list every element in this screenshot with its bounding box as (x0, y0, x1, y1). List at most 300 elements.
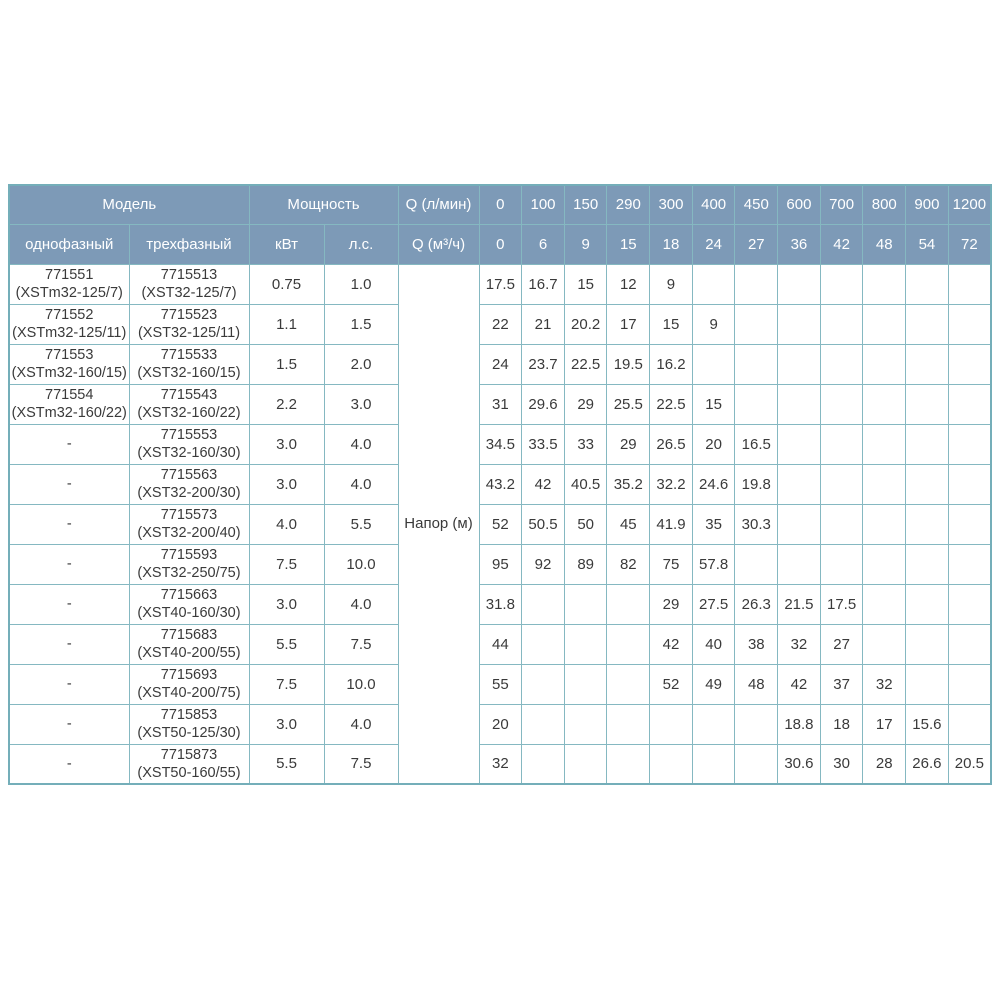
power-hp-value: 3.0 (324, 384, 398, 424)
flow-m3h-value: 72 (948, 224, 991, 264)
head-value: 15.6 (906, 704, 949, 744)
head-value: 20 (479, 704, 522, 744)
head-value (820, 344, 863, 384)
model-line: - (66, 676, 72, 692)
head-value: 30.6 (778, 744, 821, 784)
head-value (522, 704, 565, 744)
table-row (9, 504, 991, 544)
power-hp-value: 7.5 (324, 744, 398, 784)
three-phase-model (129, 544, 249, 584)
power-kw-value: 4.0 (249, 504, 324, 544)
head-value: 29.6 (522, 384, 565, 424)
head-value: 33.5 (522, 424, 565, 464)
table-row (9, 544, 991, 584)
head-value (820, 264, 863, 304)
power-kw-value: 5.5 (249, 624, 324, 664)
head-value: 41.9 (650, 504, 693, 544)
table-row (9, 704, 991, 744)
head-value: 82 (607, 544, 650, 584)
model-line: 7715543 (160, 387, 218, 403)
model-line: 7715873 (160, 746, 218, 763)
head-value (820, 424, 863, 464)
head-value (820, 544, 863, 584)
head-unit-label: Напор (м) (398, 264, 479, 784)
head-value (735, 264, 778, 304)
kw-header: кВт (249, 224, 324, 264)
head-value: 34.5 (479, 424, 522, 464)
power-kw-value: 3.0 (249, 424, 324, 464)
single-phase-model (9, 344, 129, 384)
single-phase-model (9, 464, 129, 504)
head-value (735, 384, 778, 424)
power-kw-value: 7.5 (249, 544, 324, 584)
head-value: 31 (479, 384, 522, 424)
flow-m3h-value: 42 (820, 224, 863, 264)
head-value: 12 (607, 264, 650, 304)
head-value (948, 464, 991, 504)
head-value (906, 344, 949, 384)
table-row (9, 304, 991, 344)
model-line: 7715693 (160, 667, 218, 683)
head-value: 20 (692, 424, 735, 464)
model-line: (XSTm32-125/7) (15, 285, 123, 301)
three-phase-model (129, 664, 249, 704)
single-phase-model (9, 264, 129, 304)
head-value: 42 (522, 464, 565, 504)
three-phase-model (129, 744, 249, 784)
header-row-flow-lmin (9, 185, 991, 224)
head-value: 55 (479, 664, 522, 704)
head-value: 32 (863, 664, 906, 704)
flow-lmin-value: 150 (564, 185, 607, 224)
flow-lmin-value: 900 (906, 185, 949, 224)
head-value (948, 504, 991, 544)
head-value (522, 584, 565, 624)
model-line: - (66, 516, 72, 532)
head-value (948, 664, 991, 704)
head-value: 26.5 (650, 424, 693, 464)
head-value: 44 (479, 624, 522, 664)
power-hp-value: 1.0 (324, 264, 398, 304)
head-value: 49 (692, 664, 735, 704)
flow-lmin-value: 290 (607, 185, 650, 224)
head-value: 15 (650, 304, 693, 344)
head-value: 30 (820, 744, 863, 784)
head-value (522, 664, 565, 704)
power-hp-value: 10.0 (324, 664, 398, 704)
head-value: 50 (564, 504, 607, 544)
head-value (607, 664, 650, 704)
head-value: 35 (692, 504, 735, 544)
model-line: (XST32-200/40) (137, 525, 241, 541)
head-value: 17.5 (479, 264, 522, 304)
flow-lmin-value: 450 (735, 185, 778, 224)
three-phase-model (129, 584, 249, 624)
flow-m3h-value: 18 (650, 224, 693, 264)
flow-m3h-value: 27 (735, 224, 778, 264)
model-line: 7715593 (160, 547, 218, 563)
three-phase-model (129, 344, 249, 384)
single-phase-model (9, 624, 129, 664)
head-value: 20.5 (948, 744, 991, 784)
head-value (906, 584, 949, 624)
model-line: (XST32-200/30) (137, 485, 241, 501)
three-phase-model (129, 424, 249, 464)
flow-lmin-value: 700 (820, 185, 863, 224)
head-value: 19.8 (735, 464, 778, 504)
power-hp-value: 1.5 (324, 304, 398, 344)
head-value (820, 384, 863, 424)
model-line: 7715553 (160, 427, 218, 443)
flow-m3h-value: 0 (479, 224, 522, 264)
head-value: 50.5 (522, 504, 565, 544)
head-value: 37 (820, 664, 863, 704)
head-value (778, 344, 821, 384)
model-line: - (66, 636, 72, 652)
head-value (948, 304, 991, 344)
head-value: 17 (863, 704, 906, 744)
model-line: (XST40-200/55) (137, 645, 241, 661)
head-value: 15 (564, 264, 607, 304)
three-phase-model (129, 504, 249, 544)
flow-lmin-value: 300 (650, 185, 693, 224)
flow-m3h-value: 6 (522, 224, 565, 264)
head-value (564, 624, 607, 664)
model-line: (XST50-160/55) (137, 764, 241, 781)
flow-lmin-value: 100 (522, 185, 565, 224)
single-phase-model (9, 704, 129, 744)
head-value (522, 624, 565, 664)
head-value (778, 384, 821, 424)
model-line: (XST40-160/30) (137, 605, 241, 621)
model-line: 771551 (45, 267, 94, 283)
head-value: 22 (479, 304, 522, 344)
head-value: 52 (479, 504, 522, 544)
model-line: (XST32-125/7) (141, 285, 237, 301)
table-row (9, 384, 991, 424)
head-value: 40 (692, 624, 735, 664)
power-hp-value: 4.0 (324, 464, 398, 504)
head-value: 42 (650, 624, 693, 664)
flow-lmin-value: 400 (692, 185, 735, 224)
head-value (906, 464, 949, 504)
three-phase-header: трехфазный (129, 224, 249, 264)
head-value (735, 744, 778, 784)
power-hp-value: 5.5 (324, 504, 398, 544)
table-row (9, 464, 991, 504)
head-value: 9 (692, 304, 735, 344)
head-value (564, 664, 607, 704)
head-value (564, 744, 607, 784)
model-line: (XST32-160/30) (137, 445, 241, 461)
head-value: 27.5 (692, 584, 735, 624)
head-value: 40.5 (564, 464, 607, 504)
head-value: 18.8 (778, 704, 821, 744)
flow-m3h-value: 48 (863, 224, 906, 264)
head-value: 15 (692, 384, 735, 424)
table-row (9, 424, 991, 464)
head-value: 32 (479, 744, 522, 784)
head-value (820, 304, 863, 344)
head-value: 27 (820, 624, 863, 664)
head-value: 17.5 (820, 584, 863, 624)
table-row (9, 344, 991, 384)
flow-m3h-value: 24 (692, 224, 735, 264)
three-phase-model (129, 264, 249, 304)
head-value: 16.5 (735, 424, 778, 464)
power-kw-value: 1.1 (249, 304, 324, 344)
q-m3h-header: Q (м³/ч) (398, 224, 479, 264)
model-line: (XST32-160/15) (137, 365, 241, 381)
head-value (863, 344, 906, 384)
head-value (906, 424, 949, 464)
model-line: - (66, 755, 72, 772)
power-hp-value: 2.0 (324, 344, 398, 384)
model-line: 7715683 (160, 627, 218, 643)
model-line: 7715513 (160, 267, 218, 283)
head-value: 57.8 (692, 544, 735, 584)
head-value: 24 (479, 344, 522, 384)
single-phase-model (9, 304, 129, 344)
single-phase-model (9, 424, 129, 464)
head-value: 31.8 (479, 584, 522, 624)
head-value (692, 344, 735, 384)
head-value (863, 624, 906, 664)
flow-m3h-value: 36 (778, 224, 821, 264)
model-group-header: Модель (9, 185, 249, 224)
model-line: - (66, 716, 72, 732)
head-value (820, 504, 863, 544)
three-phase-model (129, 384, 249, 424)
head-value (522, 744, 565, 784)
flow-m3h-value: 9 (564, 224, 607, 264)
head-value (948, 344, 991, 384)
head-value: 29 (564, 384, 607, 424)
head-value (778, 504, 821, 544)
single-phase-header: однофазный (9, 224, 129, 264)
single-phase-model (9, 384, 129, 424)
head-value (906, 544, 949, 584)
head-value (948, 384, 991, 424)
head-value: 92 (522, 544, 565, 584)
model-line: (XST32-125/11) (137, 325, 241, 341)
head-value (564, 584, 607, 624)
head-value (735, 304, 778, 344)
power-hp-value: 7.5 (324, 624, 398, 664)
head-value: 52 (650, 664, 693, 704)
model-line: - (66, 476, 72, 492)
head-value (863, 424, 906, 464)
head-value (906, 264, 949, 304)
head-value (650, 704, 693, 744)
power-kw-value: 3.0 (249, 584, 324, 624)
head-value (863, 304, 906, 344)
model-line: - (66, 556, 72, 572)
head-value: 32 (778, 624, 821, 664)
head-value (607, 624, 650, 664)
head-value: 29 (650, 584, 693, 624)
model-line: - (66, 436, 72, 452)
head-value: 26.6 (906, 744, 949, 784)
head-value: 25.5 (607, 384, 650, 424)
head-value (948, 264, 991, 304)
model-line: (XST32-160/22) (137, 405, 241, 421)
table-row (9, 744, 991, 784)
table-row (9, 584, 991, 624)
head-value (778, 304, 821, 344)
model-line: 771553 (45, 347, 94, 363)
head-value: 32.2 (650, 464, 693, 504)
head-value (735, 544, 778, 584)
head-value (650, 744, 693, 784)
single-phase-model (9, 744, 129, 784)
head-value (863, 384, 906, 424)
head-value: 24.6 (692, 464, 735, 504)
head-value: 89 (564, 544, 607, 584)
head-value: 30.3 (735, 504, 778, 544)
hp-header: л.с. (324, 224, 398, 264)
power-kw-value: 2.2 (249, 384, 324, 424)
table-row (9, 664, 991, 704)
head-value (948, 624, 991, 664)
flow-lmin-value: 600 (778, 185, 821, 224)
head-value (820, 464, 863, 504)
head-value: 21 (522, 304, 565, 344)
three-phase-model (129, 704, 249, 744)
table-body (9, 264, 991, 784)
head-value: 38 (735, 624, 778, 664)
power-kw-value: 3.0 (249, 464, 324, 504)
head-value (948, 584, 991, 624)
flow-m3h-value: 15 (607, 224, 650, 264)
head-value (778, 464, 821, 504)
head-value (906, 304, 949, 344)
q-lmin-header: Q (л/мин) (398, 185, 479, 224)
table-header (9, 185, 991, 264)
head-value: 20.2 (564, 304, 607, 344)
model-line: - (66, 596, 72, 612)
head-value (906, 384, 949, 424)
head-value (778, 544, 821, 584)
head-value: 18 (820, 704, 863, 744)
power-hp-value: 4.0 (324, 704, 398, 744)
pump-spec-table (8, 184, 992, 785)
head-value (607, 744, 650, 784)
head-value (692, 744, 735, 784)
head-value (863, 264, 906, 304)
head-value (692, 264, 735, 304)
head-value: 35.2 (607, 464, 650, 504)
head-value: 23.7 (522, 344, 565, 384)
model-line: 7715523 (160, 307, 218, 323)
head-value (607, 584, 650, 624)
three-phase-model (129, 304, 249, 344)
single-phase-model (9, 664, 129, 704)
head-value: 45 (607, 504, 650, 544)
head-value: 22.5 (650, 384, 693, 424)
head-value (906, 624, 949, 664)
head-value: 16.7 (522, 264, 565, 304)
power-hp-value: 4.0 (324, 424, 398, 464)
model-line: 7715853 (160, 707, 218, 723)
single-phase-model (9, 584, 129, 624)
head-value: 48 (735, 664, 778, 704)
single-phase-model (9, 504, 129, 544)
head-value (863, 504, 906, 544)
model-line: 7715573 (160, 507, 218, 523)
head-value: 95 (479, 544, 522, 584)
head-value: 29 (607, 424, 650, 464)
power-group-header: Мощность (249, 185, 398, 224)
model-line: (XST50-125/30) (137, 725, 241, 741)
power-hp-value: 4.0 (324, 584, 398, 624)
head-value (607, 704, 650, 744)
head-value (778, 424, 821, 464)
head-value (564, 704, 607, 744)
three-phase-model (129, 624, 249, 664)
head-value (735, 704, 778, 744)
table-row (9, 264, 991, 304)
head-value: 9 (650, 264, 693, 304)
head-value: 22.5 (564, 344, 607, 384)
head-value (948, 544, 991, 584)
head-value (863, 584, 906, 624)
model-line: 7715563 (160, 467, 218, 483)
flow-lmin-value: 800 (863, 185, 906, 224)
head-value: 26.3 (735, 584, 778, 624)
head-value (778, 264, 821, 304)
header-row-flow-m3h (9, 224, 991, 264)
power-kw-value: 1.5 (249, 344, 324, 384)
model-line: (XSTm32-160/22) (11, 405, 127, 421)
head-value (906, 504, 949, 544)
head-value (863, 544, 906, 584)
head-value: 75 (650, 544, 693, 584)
head-value: 42 (778, 664, 821, 704)
model-line: (XSTm32-160/15) (11, 365, 127, 381)
head-value (692, 704, 735, 744)
head-value: 19.5 (607, 344, 650, 384)
power-kw-value: 7.5 (249, 664, 324, 704)
three-phase-model (129, 464, 249, 504)
model-line: (XSTm32-125/11) (12, 325, 127, 341)
head-value: 21.5 (778, 584, 821, 624)
head-value (948, 704, 991, 744)
model-line: 7715663 (160, 587, 218, 603)
head-value: 28 (863, 744, 906, 784)
head-value (948, 424, 991, 464)
model-line: 771552 (45, 307, 94, 323)
head-value (906, 664, 949, 704)
head-value (863, 464, 906, 504)
head-value: 43.2 (479, 464, 522, 504)
single-phase-model (9, 544, 129, 584)
table-row (9, 624, 991, 664)
model-line: (XST32-250/75) (137, 565, 241, 581)
power-kw-value: 0.75 (249, 264, 324, 304)
head-value: 33 (564, 424, 607, 464)
head-value: 16.2 (650, 344, 693, 384)
model-line: 7715533 (160, 347, 218, 363)
model-line: 771554 (45, 387, 94, 403)
model-line: (XST40-200/75) (137, 685, 241, 701)
head-value (735, 344, 778, 384)
head-value: 17 (607, 304, 650, 344)
flow-lmin-value: 0 (479, 185, 522, 224)
power-hp-value: 10.0 (324, 544, 398, 584)
flow-m3h-value: 54 (906, 224, 949, 264)
power-kw-value: 5.5 (249, 744, 324, 784)
